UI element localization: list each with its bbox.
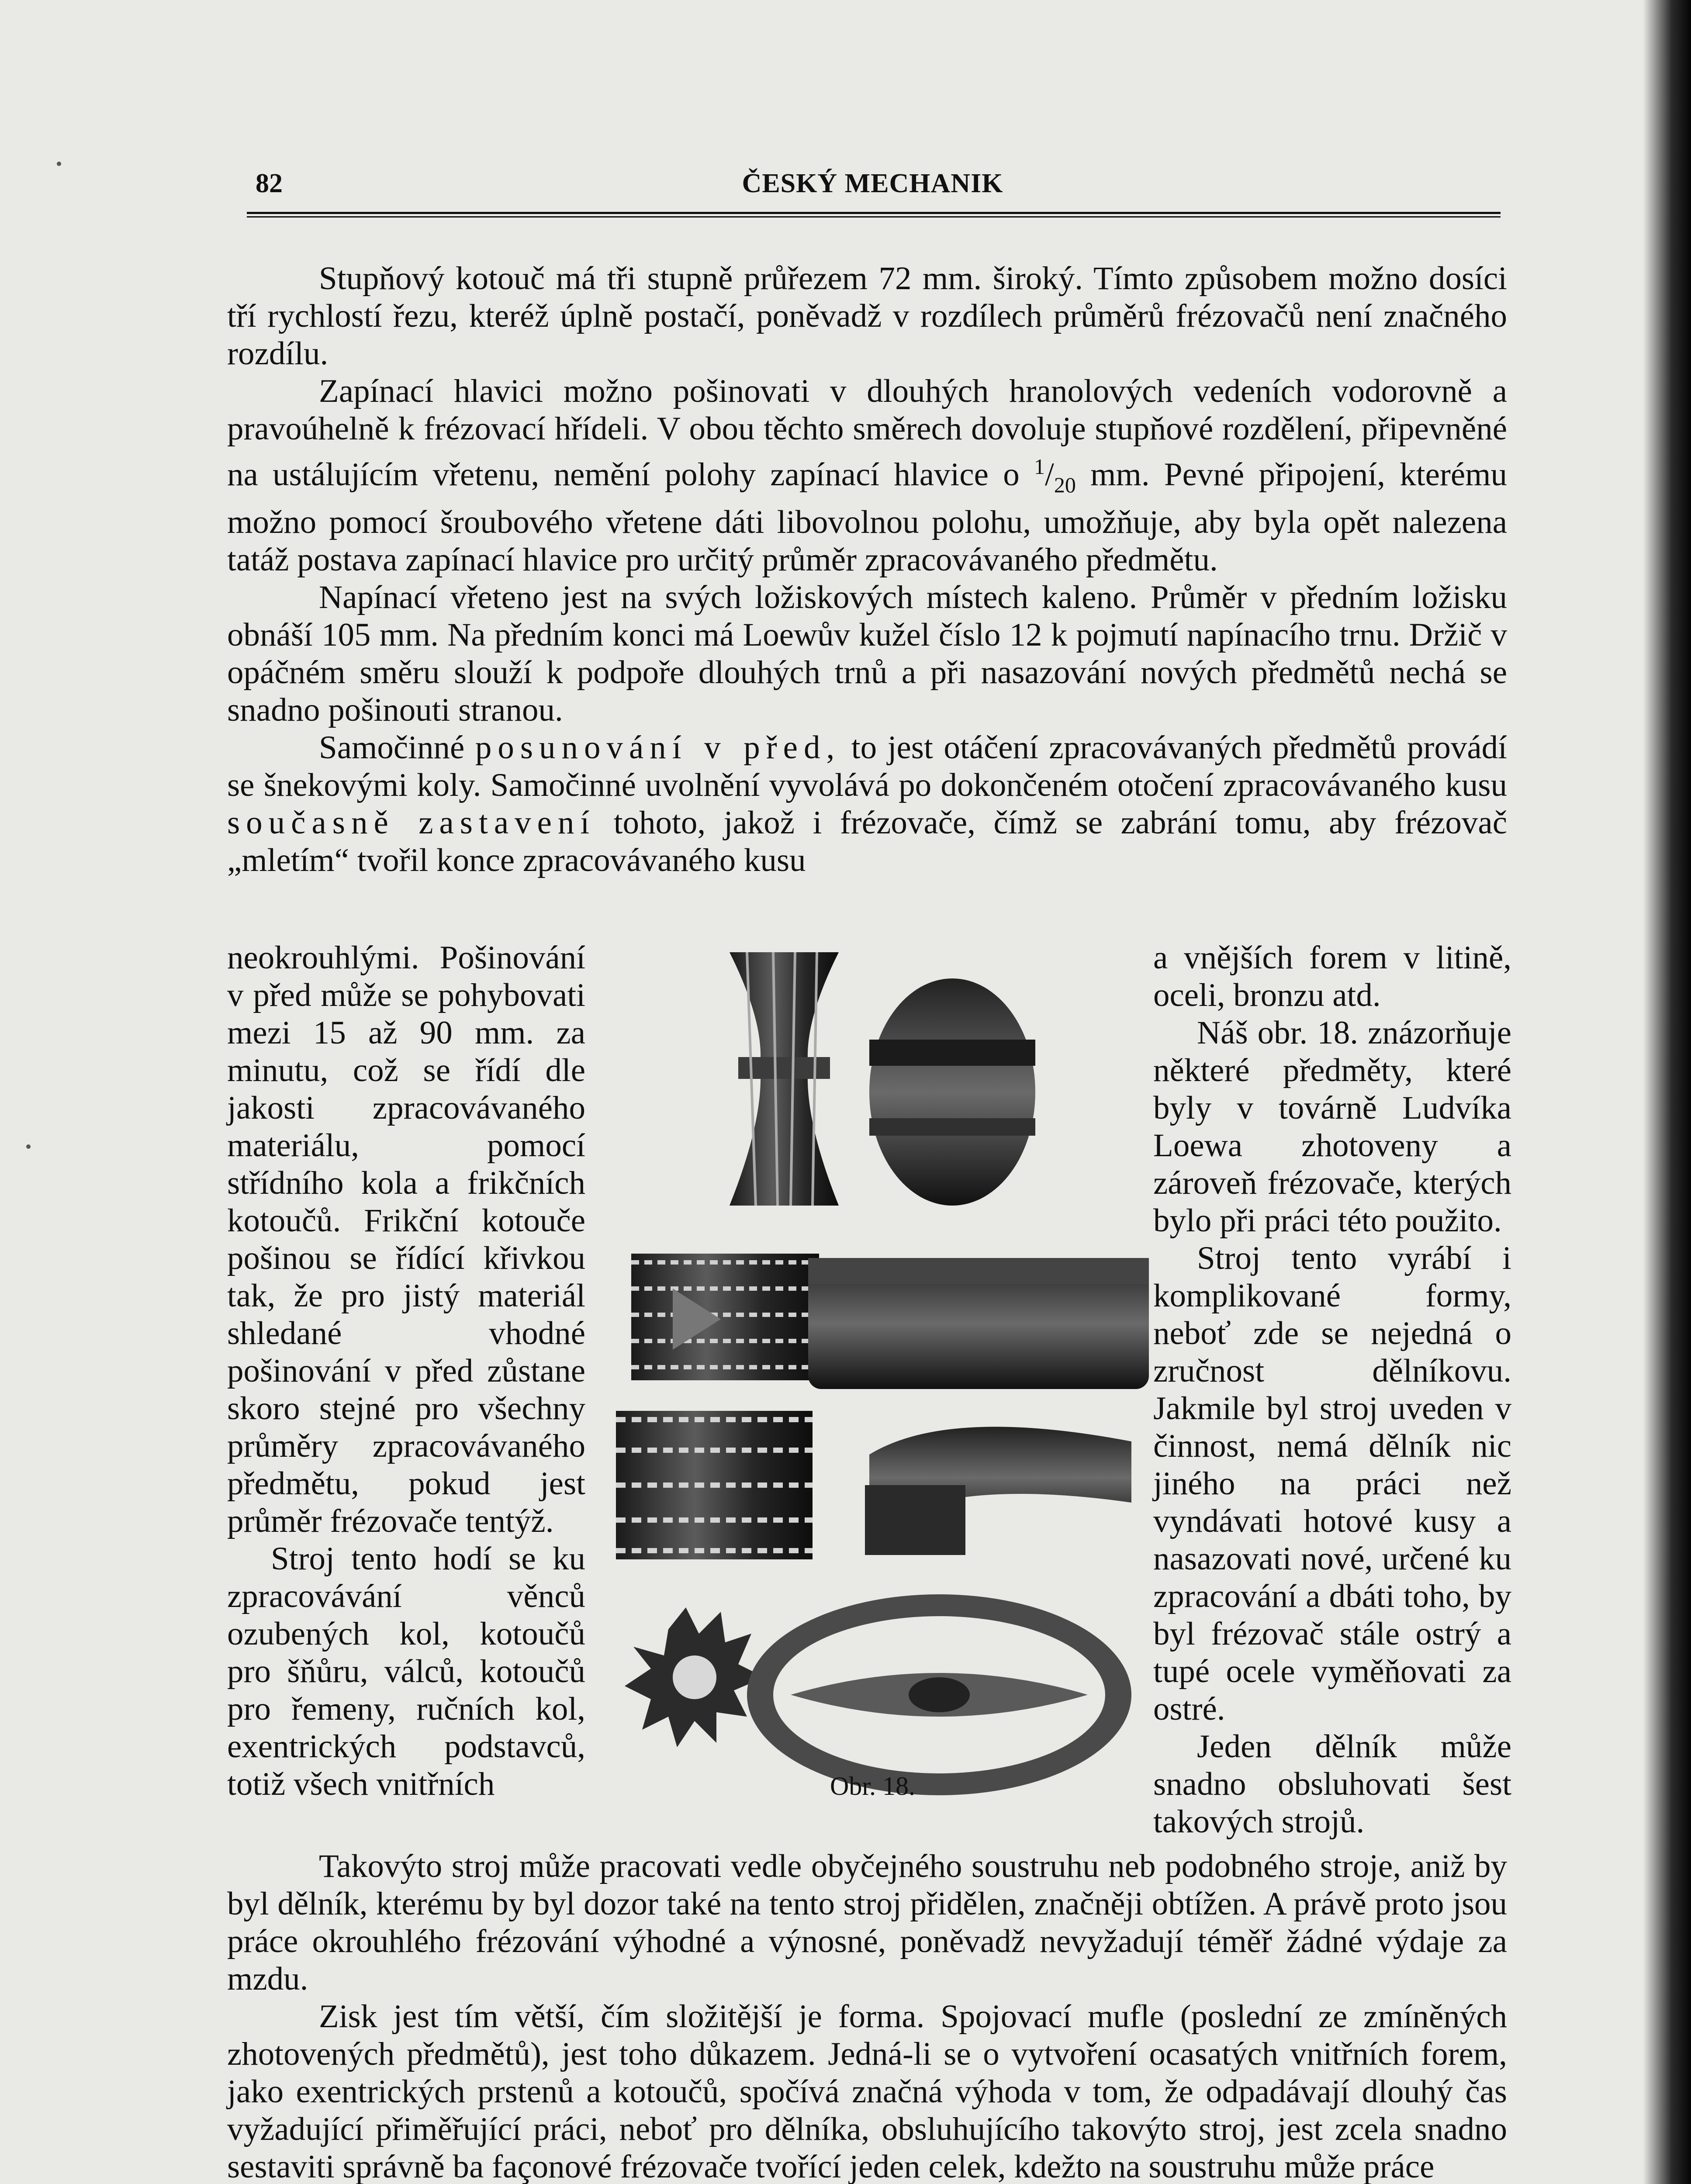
paragraph: a vnějších forem v litině, oceli, bronzu atd. <box>1153 940 1511 1013</box>
right-column <box>1153 939 1511 1841</box>
scan-speck <box>26 1144 31 1149</box>
paragraph: Náš obr. 18. znázorňuje některé předměty, které byly v továrně Ludvíka Loewa zhotoveny a zároveň frézovače, kterých bylo při práci této použito. <box>1153 1015 1511 1239</box>
eccentric-workpiece <box>865 1427 1131 1555</box>
header-rule <box>247 212 1501 218</box>
paragraph: Stroj tento vyrábí i komplikované formy, neboť zde se nejedná o zručnost dělníkovu. Jakmile byl stroj uveden v činnost, nemá dělník nic jiného na práci než vyndávati hotové kusy a nasazovati nové, určené ku zpracování a dbáti toho, by byl frézovač stále ostrý a tupé ocele vyměňovati za ostré. <box>1153 1240 1511 1727</box>
paragraph: Takovýto stroj může pracovati vedle obyčejného soustruhu neb podobného stroje, aniž by byl dělník, kterému by byl dozor také na tento stroj přidělen, značněji obtížen. A právě proto jsou práce okrouhlého frézování výhodné a výnosné, poněvadž nevyžadují téměř žádné výdaje za mzdu. <box>227 1848 1507 1997</box>
barrel-workpiece <box>869 978 1035 1206</box>
gear-pair <box>616 1411 813 1559</box>
paragraph: Zapínací hlavici možno pošinovati v dlouhých hranolových vedeních vodorovně a pravoúhelně k frézovací hřídeli. V obou těchto směrech dovoluje stupňové rozdělení, připevněné na ustálujícím vřetenu, nemění polohy zapínací hlavice o $^1/_{20}$ mm. Pevné připojení, kterému možno pomocí šroubového vřetene dáti libovolnou polohu, umožňuje, aby byla opět nalezena tatáž postava zapínací hlavice pro určitý průměr zpracovávaného předmětu. <box>227 373 1507 578</box>
paragraph: Stupňový kotouč má tři stupně průřezem 72 mm. široký. Tímto způsobem možno dosíci tří rychlostí řezu, kteréž úplně postačí, poněvadž v rozdílech průměrů frézovačů není značného rozdílu. <box>227 260 1507 372</box>
page-number: 82 <box>256 169 283 198</box>
gear-cutter-stack <box>631 1254 819 1380</box>
paragraph: Samočinné posunování v před, to jest otáčení zpracovávaných předmětů provádí se šnekovými koly. Samočinné uvolnění vyvolává po dokončeném otočení zpracovávaného kusu současně zastavení tohoto, jakož i frézovače, čímž se zabrání tomu, aby frézovač „mletím“ tvořil konce zpracovávaného kusu <box>227 729 1508 878</box>
paragraph: Zisk jest tím větší, čím složitější je forma. Spojovací mufle (poslední ze zmíněných zhotovených předmětů), jest toho důkazem. Jedná-li se o vytvoření ocasatých vnitřních forem, jako exentrických prstenů a kotoučů, spočívá značná výhoda v tom, že odpadávají dlouhý čas vyžadující přiměřující práci, neboť pro dělníka, obsluhujícího takovýto stroj, jest zcela snadno sestaviti správně ba façonové frézovače tvořící jeden celek, kdežto na soustruhu může práce <box>227 1998 1507 2184</box>
body-text-top <box>227 260 1507 879</box>
scan-speck <box>57 162 61 166</box>
scan-edge-shadow <box>1643 0 1691 2184</box>
star-cutter <box>625 1607 764 1747</box>
paragraph: neokrouhlými. Pošinování v před může se pohybovati mezi 15 až 90 mm. za minutu, což se řídí dle jakosti zpracovávaného materiálu, pomocí střídního kola a frikčních kotoučů. Frikční kotouče pošinou se řídící křivkou tak, že pro jistý materiál shledané vhodné pošinování v před zůstane skoro stejné pro všechny průměry zpracovávaného předmětu, pokud jest průměr frézovače tentýž. <box>227 940 585 1539</box>
paragraph: Stroj tento hodí se ku zpracovávání věnců ozubených kol, kotoučů pro šňůru, válců, kotoučů pro řemeny, ručních kol, exentrických podstavců, totiž všech vnitřních <box>227 1541 585 1802</box>
page-header <box>247 168 1498 212</box>
paragraph: Napínací vřeteno jest na svých ložiskových místech kaleno. Průměr v předním ložisku obnáší 105 mm. Na předním konci má Loewův kužel číslo 12 k pojmutí napínacího trnu. Držič v opáčném směru slouží k podpoře dlouhých trnů a při nasazování nových předmětů nechá se snadno pošinouti stranou. <box>227 579 1507 728</box>
spool-cutter <box>730 952 839 1206</box>
left-column <box>227 939 585 1803</box>
figure-caption: Obr. 18. <box>830 1772 915 1800</box>
figure-obr-18 <box>607 926 1162 1800</box>
hand-wheel <box>747 1594 1131 1795</box>
cylinder-workpiece <box>808 1258 1149 1389</box>
body-text-bottom <box>227 1848 1507 2184</box>
paragraph: Jeden dělník může snadno obsluhovati šest takových strojů. <box>1153 1728 1511 1840</box>
running-title: ČESKÝ MECHANIK <box>742 169 1003 198</box>
